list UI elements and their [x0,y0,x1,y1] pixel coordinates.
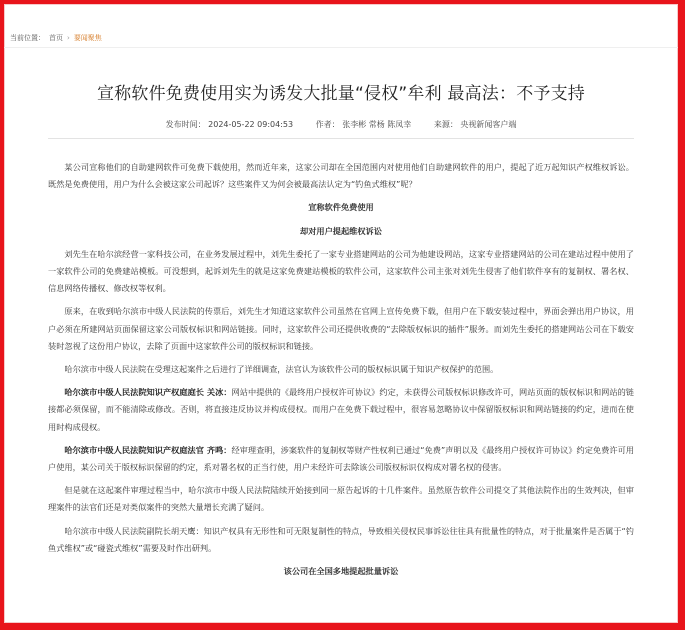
breadcrumb [10,33,102,43]
meta-divider [48,138,634,139]
paragraph-1: 某公司宣称他们的自助建网软件可免费下载使用，然而近年来，这家公司却在全国范围内对使用他们自助建网软件的用户，提起了近万起知识产权维权诉讼。既然是免费使用，用户为什么会被这家公司起诉？这些案件又为何会被最高法认定为“钓鱼式维权”呢？ [48,162,634,190]
speaker-guan-bing: 哈尔滨市中级人民法院知识产权庭庭长 关冰： [64,387,232,398]
header-divider [4,47,678,48]
breadcrumb-home-link[interactable]: 首页 [49,34,63,42]
publish-time: 发布时间： 2024-05-22 09:04:53 [165,120,294,129]
article-meta [4,119,678,130]
quote-guan-bing: 网站中提供的《最终用户授权许可协议》约定，未获得公司版权标识修改许可，网站页面的版权标识和网站的链接都必须保留，而不能清除或修改。否则，将直接违反协议并构成侵权。而用户在免费下载过程中，很容易忽略协议中保留版权标识和网站链接的约定，进而在使用时构成侵权。 [48,387,634,432]
article-title: 宣称软件免费使用实为诱发大批量“侵权”牟利 最高法：不予支持 [96,84,586,104]
paragraph-3: 原来，在收到哈尔滨市中级人民法院的传票后，刘先生才知道这家软件公司虽然在官网上宣传免费下载，但用户在下载安装过程中，界面会弹出用户协议，用户必须在所建网站页面保留这家公司版权标识和网站链接。同时，这家软件公司还提供收费的“去除版权标识的插件”服务。而刘先生委托的搭建网站公司在下载安装时忽视了这份用户协议，去除了页面中这家软件公司的版权标识和链接。 [48,306,634,351]
paragraph-4: 哈尔滨市中级人民法院在受理这起案件之后进行了详细调查，法官认为该软件公司的版权标识属于知识产权保护的范围。 [64,364,499,375]
breadcrumb-prefix: 当前位置： [10,34,45,42]
breadcrumb-current-link[interactable]: 要闻聚焦 [73,34,102,42]
paragraph-2: 刘先生在哈尔滨经营一家科技公司，在业务发展过程中，刘先生委托了一家专业搭建网站的公司为他建设网站，这家专业搭建网站的公司在建站过程中使用了一家软件公司的免费建站模板。可没想到，起诉刘先生的就是这家免费建站模板的软件公司，这家软件公司主张对刘先生侵害了他们软件享有的复制权、署名权、信息网络传播权、修改权等权利。 [48,248,634,294]
article-source: 来源： 央视新闻客户端 [433,120,517,129]
section-heading-3: 该公司在全国多地提起批量诉讼 [283,566,399,577]
section-heading-1: 宣称软件免费使用 [308,202,374,213]
paragraph-5 [48,384,634,436]
quote-qi-ming: 经审理查明，涉案软件的复制权等财产性权利已通过“免费”声明以及《最终用户授权许可协议》约定免费许可用户使用，某公司关于版权标识保留的约定，系对署名权的正当行使，用户未经许可去除该公司版权标识仅构成对署名权的侵害。 [48,444,634,473]
page-frame [4,4,678,623]
article-body [48,159,634,586]
paragraph-8: 哈尔滨市中级人民法院副院长胡天鹰：知识产权具有无形性和可无限复制性的特点，导致相关侵权民事诉讼往往具有批量性的特点，对于批量案件是否属于“钓鱼式维权”或“碰瓷式维权”需要及时作出研判。 [48,525,634,553]
article-authors: 作者： 张李彬 常杨 陈凤幸 [315,120,412,129]
paragraph-6 [48,442,634,476]
breadcrumb-separator: › [67,34,70,42]
speaker-qi-ming: 哈尔滨市中级人民法院知识产权庭法官 齐鸣： [64,444,232,455]
paragraph-7: 但是就在这起案件审理过程当中，哈尔滨市中级人民法院陆续开始接到同一原告起诉的十几件案件。虽然原告软件公司提交了其他法院作出的生效判决，但审理案件的法官们还是对类似案件的突然大量增长充满了疑问。 [48,485,634,513]
section-heading-2: 却对用户提起维权诉讼 [300,225,382,236]
